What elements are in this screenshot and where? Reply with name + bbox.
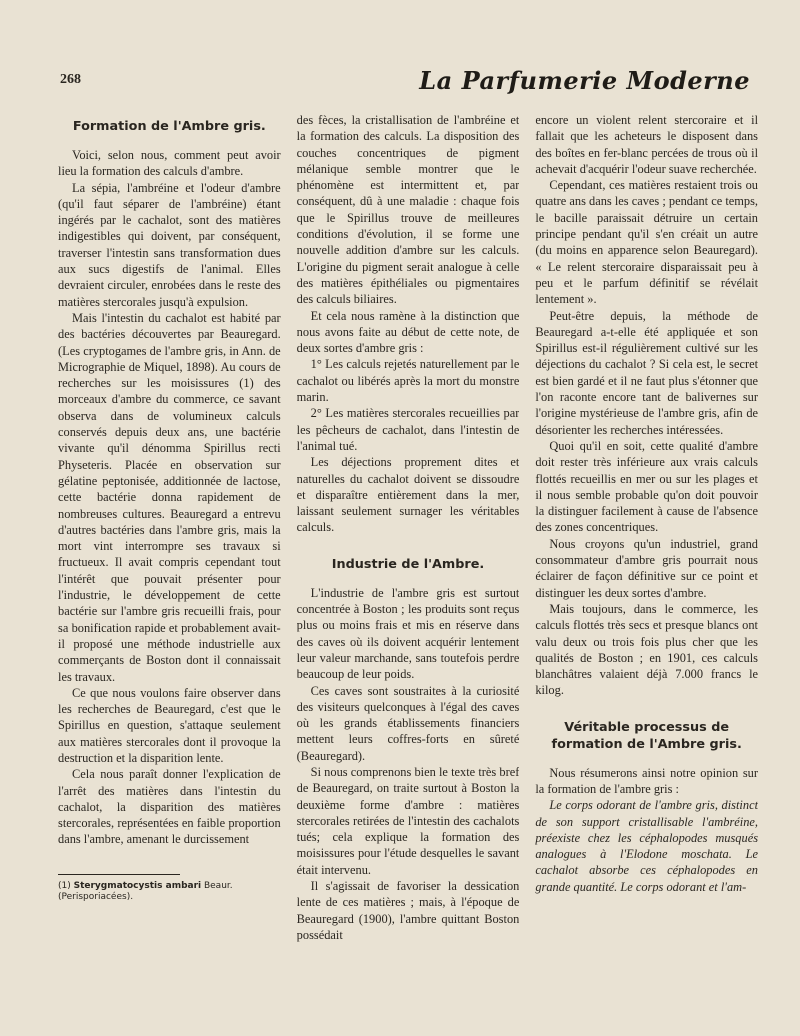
paragraph: La sépia, l'ambréine et l'odeur d'ambre (qu'il faut séparer de l'ambréine) étant ingérés par le cachalot, sont des matières indigestibles qui doivent, par conséquent, traverser l'intestin sans transformation dues aux sucs digestifs de l'animal. Elles devraient circuler, enrobées dans le reste des matières stercorales jusqu'à expulsion. bbox=[58, 180, 281, 309]
spacer bbox=[297, 536, 520, 550]
footnote-text: Beaur. (Perisporiacées). bbox=[58, 880, 233, 902]
paragraph: encore un violent relent stercoraire et il fallait que les acheteurs le disposent dans des boîtes en fer-blanc percées de trous où il achevait d'acquérir l'odeur suave recherchée. bbox=[535, 113, 759, 176]
section-title-processus: Véritable processus de formation de l'Ambre gris. bbox=[551, 719, 742, 752]
paragraph: Nous croyons qu'un industriel, grand consommateur d'ambre gris pourrait nous éclairer de façon définitive sur ce point et distinguer les deux sortes d'ambre. bbox=[535, 536, 759, 600]
footnote-number: (1) bbox=[58, 880, 74, 891]
footnote bbox=[58, 881, 281, 903]
paragraph: des fèces, la cristallisation de l'ambréine et la formation des calculs. La disposition des couches concentriques de pigment mélanique semble montrer que le phénomène est intermittent et, par conséquent, dû à une maladie : chaque fois que le Spirillus trouve de meilleures conditions d'évolution, il se forme une nouvelle addition d'ambre sur les calculs. L'origine du pigment serait analogue à celle des matières épithéliales ou pigmentaires des calculs biliaires. bbox=[296, 113, 520, 307]
paragraph: Ce que nous voulons faire observer dans les recherches de Beauregard, c'est que le Spirillus en question, s'attaque seulement aux matières stercorales dont il provoque la destruction et la disparition lente. bbox=[58, 685, 281, 765]
column-2 bbox=[297, 112, 520, 992]
column-3 bbox=[535, 112, 758, 992]
page-number: 268 bbox=[60, 72, 81, 87]
paragraph: 1° Les calculs rejetés naturellement par le cachalot ou libérés après la mort du monstre marin. bbox=[296, 357, 520, 405]
paragraph: Le corps odorant de l'ambre gris, distinct de son support cristallisable l'ambréine, préexiste chez les céphalopodes musqués analogues à l'Elodone moschata. Le cachalot absorbe ces céphalopodes en grande quantité. Le corps odorant et l'am- bbox=[535, 798, 759, 894]
paragraph: Il s'agissait de favoriser la dessication lente de ces matières ; mais, à l'époque de Beauregard (1900), l'ambre quittant Boston possédait bbox=[296, 879, 520, 942]
article-columns bbox=[58, 112, 758, 992]
paragraph: 2° Les matières stercorales recueillies par les pêcheurs de cachalot, dans l'intestin de l'animal tué. bbox=[296, 406, 520, 453]
footnote-species: Sterygmatocystis ambari bbox=[73, 880, 202, 891]
spacer bbox=[535, 699, 758, 713]
section-title-formation: Formation de l'Ambre gris. bbox=[72, 119, 266, 134]
column-1 bbox=[58, 112, 281, 992]
paragraph: Cependant, ces matières restaient trois ou quatre ans dans les caves ; pendant ce temps, le bacille paraissait détruire un certain principe pendant qu'il s'en créait un autre (du moins en apparence selon Beauregard). « Le relent stercoraire disparaissait peu à peu et le parfum définitif se révélait lentement ». bbox=[535, 178, 759, 307]
footnote-divider bbox=[58, 874, 180, 875]
paragraph: Si nous comprenons bien le texte très bref de Beauregard, on traite surtout à Boston la deuxième forme d'ambre : matières stercorales retirées de l'intestin des cachalots tués; cela explique la formation des moisissures pour l'étude desquelles le savant était intervenu. bbox=[296, 764, 520, 877]
journal-title: La Parfumerie Moderne bbox=[419, 66, 750, 95]
section-title-industrie: Industrie de l'Ambre. bbox=[331, 556, 485, 572]
paragraph: Mais l'intestin du cachalot est habité par des bactéries découvertes par Beauregard. (Les cryptogames de l'ambre gris, in Ann. de Micrographie de Miquel, 1898). Au cours de recherches sur les moisissures (1) des morceaux d'ambre du commerce, ce savant observa dans de volumineux calculs conservés depuis deux ans, une bactérie vivante qu'il dénomma Spirillus recti Physeteris. Placée en observation sur gélatine peptonisée, additionnée de lactose, cette bactérie donna rapidement de nombreuses cultures. Beauregard a entrevu d'autres bactéries dans l'ambre gris, mais la mort vint interrompre ses travaux si fructueux. Il avait compris cependant tout l'intérêt que pouvait présenter pour l'industrie, le développement de cette bactérie sur l'ambre gris recueilli frais, pour sa bonification rapide et probablement avait-il proposé une méthode industrielle aux commerçants de Boston dont il connaissait les travaux. bbox=[58, 310, 281, 684]
paragraph: Peut-être depuis, la méthode de Beauregard a-t-elle été appliquée et son Spirillus est-il régulièrement cultivé sur les déjections du cachalot ? Si cela est, le secret est bien gardé et il ne faut plus s'étonner que l'on raconte encore tant de balivernes sur l'origine mystérieuse de l'ambre gris, afin de désorienter les recherches intéressées. bbox=[535, 308, 759, 437]
paragraph: Ces caves sont soustraites à la curiosité des visiteurs quelconques à l'égal des caves où les grands établissements financiers mettent leurs coffres-forts en sûreté (Beauregard). bbox=[296, 683, 520, 763]
paragraph: Cela nous paraît donner l'explication de l'arrêt des matières dans l'intestin du cachalot, la disparition des matières stercorales, représentées en faible proportion dans l'ambre, amenant le durcissement bbox=[58, 767, 281, 847]
paragraph: Les déjections proprement dites et naturelles du cachalot doivent se dissoudre et disparaître entièrement dans la mer, laissant seulement surnager les véritables calculs. bbox=[296, 455, 520, 535]
paragraph: Et cela nous ramène à la distinction que nous avons faite au début de cette note, de deux sortes d'ambre gris : bbox=[296, 308, 520, 356]
paragraph: Voici, selon nous, comment peut avoir lieu la formation des calculs d'ambre. bbox=[58, 148, 281, 179]
paragraph: Mais toujours, dans le commerce, les calculs flottés très secs et presque blancs ont valu deux ou trois fois plus cher que les qualités de Boston ; en 1901, ces calculs blanchâtres valaient déjà 7.000 francs le kilog. bbox=[535, 601, 759, 698]
paragraph: L'industrie de l'ambre gris est surtout concentrée à Boston ; les produits sont reçus plus ou moins frais et mis en réserve dans des caves où ils doivent acquérir lentement leur valeur marchande, sans toutefois perdre beaucoup de leur poids. bbox=[296, 585, 520, 682]
paragraph: Nous résumerons ainsi notre opinion sur la formation de l'ambre gris : bbox=[535, 765, 759, 796]
paragraph: Quoi qu'il en soit, cette qualité d'ambre doit rester très inférieure aux vrais calculs flottés recueillis en mer ou sur les plages et il nous semble probable qu'on doit pouvoir la distinguer facilement à cause de l'absence des zones concentriques. bbox=[535, 438, 759, 535]
